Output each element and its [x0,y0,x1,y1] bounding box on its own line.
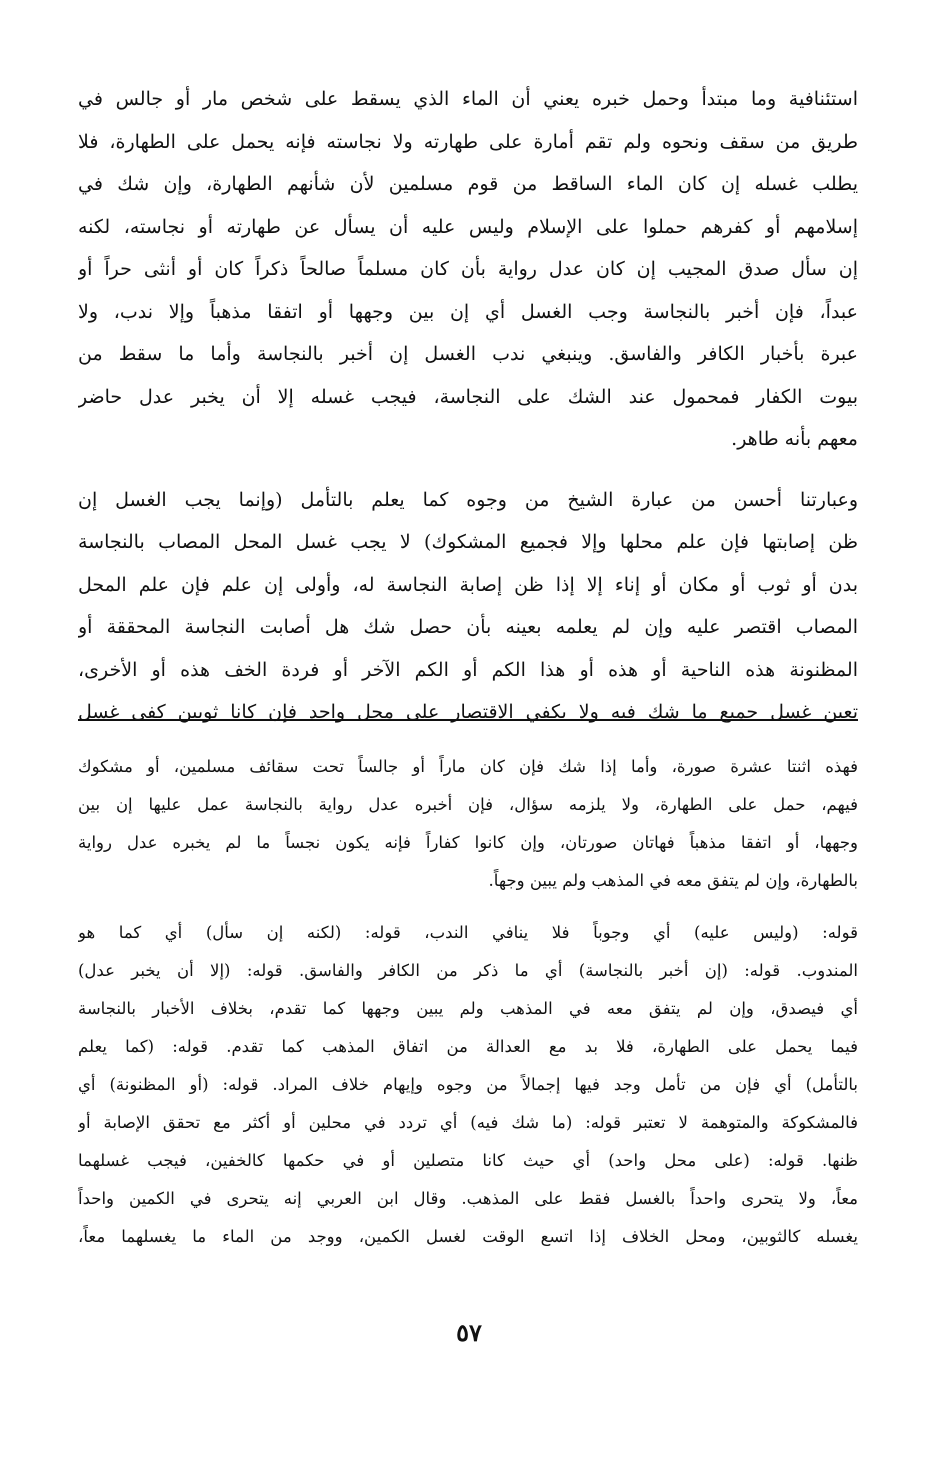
main-line: المصاب اقتصر عليه وإن لم يعلمه بعينه بأن حصل شك هل أصابت النجاسة المحققة أو [78,616,858,638]
main-line: طريق من سقف ونحوه ولم تقم أمارة على طهارته ولا نجاسته فإنه يحمل على الطهارة، فلا [78,130,858,153]
footnote-line: بالتأمل) أي فإن من تأمل وجد فيها إجمالاً من وجوه وإيهام خلاف المراد. قوله: (أو المظنونة) أي [78,1075,858,1094]
footnote-line: قوله: (وليس عليه) أي وجوباً فلا ينافي الندب، قوله: (لكنه إن سأل) أي كما هو [78,923,858,942]
main-line: المظنونة هذه الناحية أو هذه أو هذا الكم أو الكم الآخر أو فردة الخف هذه أو الأخرى، [78,658,858,681]
main-line: ظن إصابتها فإن علم محلها وإلا فجميع المشكوك) لا يجب غسل المحل المصاب بالنجاسة [78,531,858,553]
footnote-line: فهذه اثنتا عشرة صورة، وأما إذا شك فإن كان ماراً أو جالساً تحت سقائف مسلمين، أو مشكوك [78,757,858,776]
footnote-line: معاً، ولا يتحرى واحداً بالغسل فقط على المذهب. وقال ابن العربي إنه يتحرى في الكمين واحداً [78,1189,858,1208]
main-line: وعبارتنا أحسن من عبارة الشيخ من وجوه كما يعلم بالتأمل (وإنما يجب الغسل إن [78,488,858,511]
main-text [78,78,858,734]
footnote-line: ظنها. قوله: (على محل واحد) أي حيث كانا متصلين أو في حكمها كالخفين، فيجب غسلهما [78,1151,858,1170]
footnote-separator [78,719,858,721]
paragraph-gap [78,461,858,479]
main-line: معهم بأنه طاهر. [731,428,858,450]
footnote-line: فيما يحمل على الطهارة، فلا بد مع العدالة من اتفاق المذهب كما تقدم. قوله: (كما يعلم [78,1037,858,1056]
footnote-line: المندوب. قوله: (إن أخبر بالنجاسة) أي ما ذكر من الكافر والفاسق. قوله: (إلا أن يخبر عدل) [78,961,858,980]
footnote-line: بالطهارة، وإن لم يتفق معه في المذهب ولم يبين وجهاً. [488,871,858,890]
main-line: عبداً، فإن أخبر بالنجاسة وجب الغسل أي إن بين وجهها أو اتفقا مذهباً وإلا ندب، ولا [78,300,858,323]
footnote-line: فيهم، حمل على الطهارة، ولا يلزمه سؤال، فإن أخبره عدل رواية بالنجاسة عمل عليها إن بين [78,795,858,814]
footnote-line: وجهها، أو اتفقا مذهباً فهاتان صورتان، وإن كانوا كفاراً فإنه يكون نجساً ما لم يخبره عدل رواية [78,833,858,852]
footnote-1 [78,748,858,900]
footnote-gap [78,900,858,914]
footnotes [78,748,858,1256]
footnote-2 [78,914,858,1256]
main-line: تعين غسل جميع ما شك فيه ولا يكفي الاقتصار على محل واحد فإن كانا ثوبين كفى غسل [78,701,858,723]
main-paragraph-1 [78,78,858,461]
footnote-line: يغسله كالثوبين، ومحل الخلاف إذا اتسع الوقت لغسل الكمين، ووجد من الماء ما يغسلهما معاً، [78,1227,858,1246]
main-paragraph-2 [78,479,858,734]
footnote-line: أي فيصدق، وإن لم يتفق معه في المذهب ولم يبين وجهها كما تقدم، بخلاف الأخبار بالنجاسة [78,999,858,1018]
main-line: إسلامهم أو كفرهم حملوا على الإسلام وليس عليه أن يسأل عن طهارته أو نجاسته، لكنه [78,215,858,238]
footnote-line: فالمشكوكة والمتوهمة لا تعتبر قوله: (ما شك فيه) أي تردد في محلين أو أكثر مع تحقق الإصابة أو [78,1113,858,1132]
main-line: بيوت الكفار فمحمول عند الشك على النجاسة، فيجب غسله إلا أن يخبر عدل حاضر [78,385,858,408]
main-line: إن سأل صدق المجيب إن كان عدل رواية بأن كان مسلماً صالحاً ذكراً كان أو أنثى حراً أو [78,258,858,280]
main-line: عبرة بأخبار الكافر والفاسق. وينبغي ندب الغسل إن أخبر بالنجاسة وأما ما سقط من [78,343,858,365]
page-number: ٥٧ [456,1318,482,1347]
main-line: استئنافية وما مبتدأ وحمل خبره يعني أن الماء الذي يسقط على شخص مار أو جالس في [78,88,858,110]
main-line: بدن أو ثوب أو مكان أو إناء إلا إذا ظن إصابة النجاسة له، وأولى إن علم فإن علم المحل [78,573,858,596]
main-line: يطلب غسله إن كان الماء الساقط من قوم مسلمين لأن شأنهم الطهارة، وإن شك في [78,173,858,195]
